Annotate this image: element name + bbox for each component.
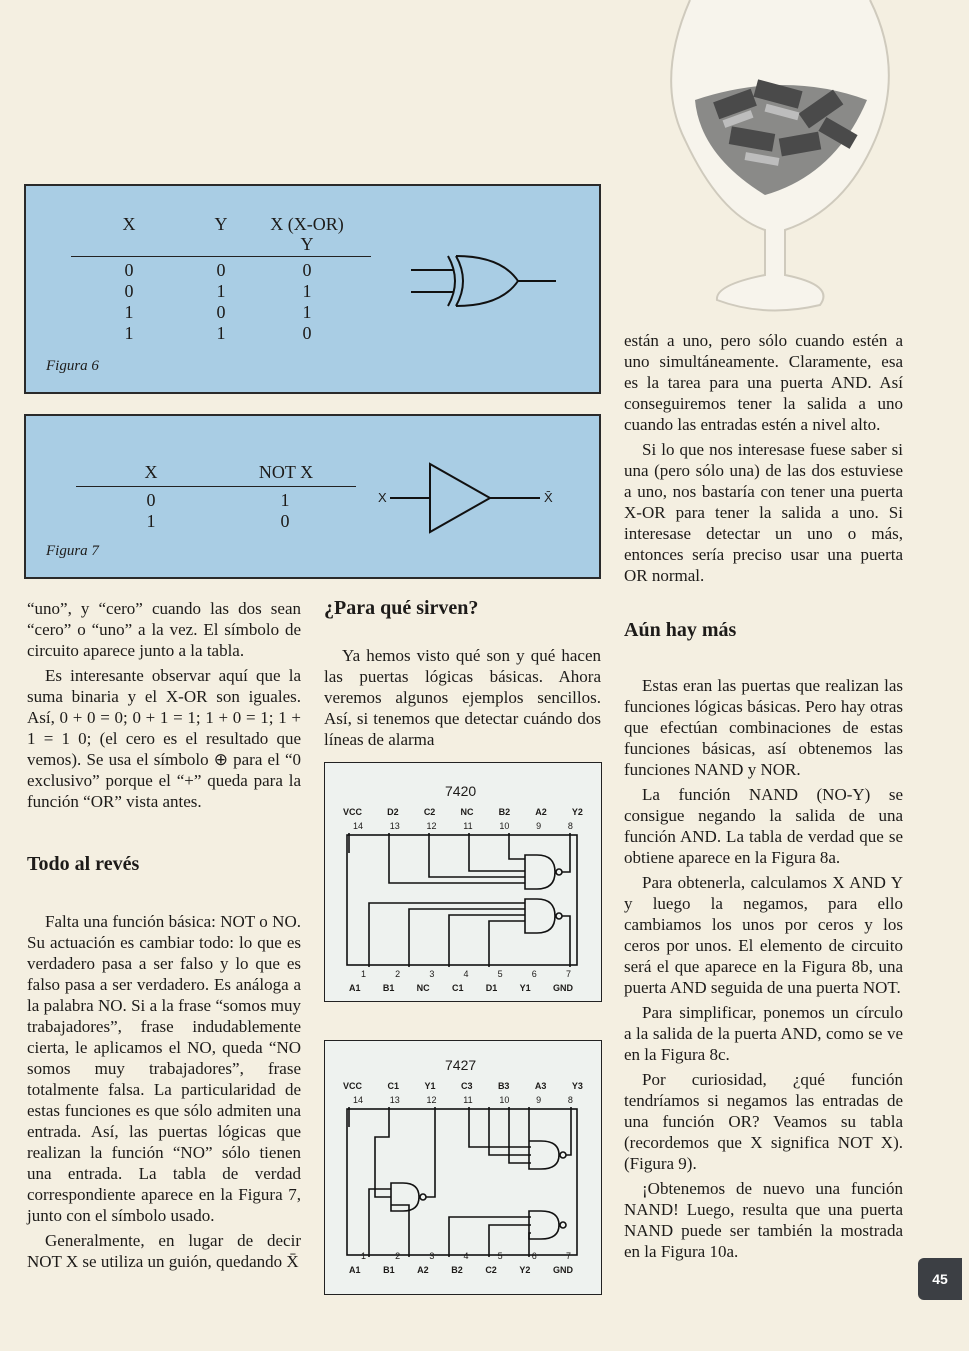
- chip-7427-top-labels: [343, 1081, 583, 1091]
- pin-label: D1: [485, 983, 498, 993]
- pin-label: A1: [349, 1265, 361, 1275]
- right-paragraph-2: Si lo que nos interesase fuese saber si una (pero sólo una) de las dos estuviese a uno, nos bastaría con tener una puerta X-OR para tener la salida a uno. Si interesase detectar un uno o más, entonces sería preciso usar una puerta OR normal.: [624, 440, 903, 585]
- fig6-cell: 1: [302, 281, 312, 301]
- pin-label: C3: [460, 1081, 473, 1091]
- pin-number: 8: [567, 1095, 573, 1105]
- pin-label: NC: [416, 983, 430, 993]
- pin-label: A3: [534, 1081, 547, 1091]
- pin-label: C2: [485, 1265, 497, 1275]
- chip-7427-title: 7427: [445, 1057, 477, 1073]
- pin-label: NC: [460, 807, 474, 817]
- pin-number: 10: [499, 821, 510, 831]
- pin-label: B1: [383, 1265, 395, 1275]
- not-gate-input-label: X: [378, 490, 387, 505]
- fig6-rule: [71, 256, 371, 257]
- chip-7427-schematic: [345, 1107, 581, 1257]
- fig6-header-y: Y: [214, 214, 228, 234]
- fig6-cell: 1: [124, 323, 134, 343]
- pin-number: 6: [531, 969, 537, 979]
- figure-7-not: [24, 414, 601, 579]
- left-paragraph-1: “uno”, y “cero” cuando las dos sean “cero” o “uno” a la vez. El símbolo de circuito aparece junto a la tabla.: [27, 599, 301, 660]
- pin-number: 13: [389, 821, 400, 831]
- pin-label: B2: [451, 1265, 463, 1275]
- pin-label: GND: [552, 1265, 573, 1275]
- pin-number: 14: [353, 1095, 364, 1105]
- pin-number: 10: [499, 1095, 510, 1105]
- chip-7420-title: 7420: [445, 783, 477, 799]
- chip-7420-top-labels: [343, 807, 583, 817]
- fig6-header-x: X: [122, 214, 136, 234]
- fig7-cell: 1: [280, 490, 290, 510]
- fig6-header-xor: X (X-OR): [270, 214, 344, 234]
- pin-number: 13: [389, 1095, 400, 1105]
- fig6-cell: 0: [124, 260, 134, 280]
- not-gate-output-label: X̄: [544, 490, 553, 505]
- right-paragraph-8: ¡Obtenemos de nuevo una función NAND! Luego, resulta que una puerta NAND puede ser también la mostrada en la Figura 10a.: [624, 1179, 903, 1261]
- heading-todo-al-reves: Todo al revés: [27, 853, 140, 875]
- chip-7427-top-pins: [353, 1095, 573, 1105]
- fig6-cell: 0: [216, 260, 226, 280]
- right-paragraph-3: Estas eran las puertas que realizan las funciones lógicas básicas. Pero hay otras que efectúan combinaciones de estas funciones básicas, así obtenemos las funciones NAND y NOR.: [624, 676, 903, 779]
- fig7-rule: [76, 486, 356, 487]
- pin-label: Y1: [424, 1081, 436, 1091]
- chip-7420-bottom-labels: [349, 983, 573, 993]
- fig6-cell: 1: [302, 302, 312, 322]
- pin-number: 6: [531, 1251, 537, 1261]
- middle-paragraph-1: Ya hemos visto qué son y qué hacen las puertas lógicas básicas. Ahora veremos algunos ejemplos sencillos. Así, si tenemos que detectar cuándo dos líneas de alarma: [324, 646, 601, 749]
- heading-para-que-sirven: ¿Para qué sirven?: [324, 597, 479, 619]
- figure-6-caption: Figura 6: [46, 358, 99, 374]
- pin-label: B3: [497, 1081, 510, 1091]
- pin-label: Y2: [519, 1265, 531, 1275]
- chip-7420-diagram: [324, 762, 602, 1002]
- pin-number: 1: [361, 969, 367, 979]
- fig7-header-x: X: [144, 462, 158, 482]
- fig6-cell: 1: [216, 323, 226, 343]
- figure-7-caption: Figura 7: [46, 543, 99, 559]
- page-number: 45: [918, 1258, 962, 1300]
- fig6-cell: 1: [216, 281, 226, 301]
- pin-number: 4: [463, 1251, 469, 1261]
- pin-label: A1: [349, 983, 361, 993]
- pin-number: 7: [565, 969, 571, 979]
- pin-number: 5: [497, 1251, 503, 1261]
- fig7-cell: 0: [146, 490, 156, 510]
- pin-label: A2: [535, 807, 547, 817]
- pin-label: VCC: [343, 807, 363, 817]
- pin-label: Y2: [571, 807, 583, 817]
- heading-aun-hay-mas: Aún hay más: [624, 619, 737, 641]
- right-paragraph-5: Para obtenerla, calculamos X AND Y y luego la negamos, para ello cambiamos los unos por ceros y los ceros por unos. El elemento de circuito será el que aparece en la Figura 8b, una puerta AND seguida de una puerta NOT.: [624, 873, 903, 997]
- pin-label: Y3: [571, 1081, 583, 1091]
- pin-label: C2: [423, 807, 436, 817]
- xor-gate-icon: [406, 246, 566, 316]
- pin-number: 14: [353, 821, 364, 831]
- pin-number: 12: [426, 821, 437, 831]
- chip-7427-bottom-labels: [349, 1265, 573, 1275]
- pin-number: 11: [463, 821, 473, 831]
- right-paragraph-4: La función NAND (NO-Y) se consigue negando la salida de una función AND. La tabla de verdad que se obtiene aparece en la Figura 8a.: [624, 785, 903, 867]
- figure-6-xor: [24, 184, 601, 394]
- fig6-cell: 0: [302, 260, 312, 280]
- right-paragraph-7: Por curiosidad, ¿qué función tendríamos si negamos las entradas de una función OR? Veamos su tabla (recordemos que X significa NOT X). (Figura 9).: [624, 1070, 903, 1173]
- pin-number: 3: [429, 969, 435, 979]
- pin-label: C1: [451, 983, 464, 993]
- left-paragraph-3: Falta una función básica: NOT o NO. Su actuación es cambiar todo: lo que es verdadero pasa a ser falso y lo que es falso pasa a ser verdadero. Es análoga a la palabra NO. Si a la frase “somos muy trabajadores”, frase indudablemente cierta, le aplicamos el NO, queda “NO somos muy trabajadores”, frase totalmente falsa. La particularidad de estas funciones es que sólo admiten una entrada. Así, las puertas lógicas que realizan la función “NO” sólo tienen una entrada. La tabla de verdad correspondiente aparece en la Figura 7, junto con el símbolo usado.: [27, 912, 301, 1225]
- not-gate-icon: [390, 456, 550, 536]
- pin-number: 2: [395, 1251, 401, 1261]
- right-paragraph-6: Para simplificar, ponemos un círculo a la salida de la puerta AND, como se ve en la Figura 8c.: [624, 1003, 903, 1064]
- left-column: [27, 598, 301, 1276]
- fig7-cell: 1: [146, 511, 156, 531]
- pin-number: 4: [463, 969, 469, 979]
- pin-label: C1: [387, 1081, 399, 1091]
- fig6-header-y2: Y: [300, 234, 314, 254]
- fig6-cell: 0: [216, 302, 226, 322]
- middle-column: [324, 598, 601, 754]
- pin-number: 2: [395, 969, 401, 979]
- pin-number: 8: [567, 821, 573, 831]
- pin-label: GND: [552, 983, 573, 993]
- right-paragraph-1: están a uno, pero sólo cuando estén a uno simultáneamente. Claramente, esa es la tarea para una puerta AND. Así conseguiremos tener la salida a uno cuando las entradas estén a nivel alto.: [624, 331, 903, 434]
- pin-number: 7: [565, 1251, 571, 1261]
- chip-7420-bottom-pins: [361, 969, 571, 979]
- fig6-cell: 0: [302, 323, 312, 343]
- chip-7427-diagram: [324, 1040, 602, 1295]
- left-paragraph-4: Generalmente, en lugar de decir NOT X se utiliza un guión, quedando X̄: [27, 1231, 301, 1271]
- pin-number: 5: [497, 969, 503, 979]
- pin-number: 9: [536, 1095, 542, 1105]
- pin-number: 12: [426, 1095, 437, 1105]
- pin-label: B1: [382, 983, 395, 993]
- fig7-cell: 0: [280, 511, 290, 531]
- pin-number: 1: [361, 1251, 367, 1261]
- pin-label: VCC: [343, 1081, 363, 1091]
- right-column: [624, 330, 903, 1266]
- chip-7427-bottom-pins: [361, 1251, 571, 1261]
- pin-label: B2: [498, 807, 511, 817]
- brandy-glass-photo: [605, 0, 969, 320]
- pin-label: A2: [417, 1265, 429, 1275]
- pin-number: 11: [463, 1095, 473, 1105]
- pin-number: 3: [429, 1251, 435, 1261]
- chip-7420-top-pins: [353, 821, 573, 831]
- pin-number: 9: [536, 821, 542, 831]
- fig6-cell: 0: [124, 281, 134, 301]
- chip-7420-schematic: [345, 833, 581, 967]
- fig6-cell: 1: [124, 302, 134, 322]
- pin-label: Y1: [519, 983, 531, 993]
- fig7-header-notx: NOT X: [258, 462, 314, 482]
- pin-label: D2: [387, 807, 399, 817]
- left-paragraph-2: Es interesante observar aquí que la suma binaria y el X-OR son iguales. Así, 0 + 0 = 0; 0 + 1 = 1; 1 + 0 = 1; 1 + 1 = 1 0; (el cero es el resultado que vemos). Se usa el símbolo ⊕ para el “0 exclusivo” porque el “+” queda para la función “OR” vista antes.: [27, 666, 301, 811]
